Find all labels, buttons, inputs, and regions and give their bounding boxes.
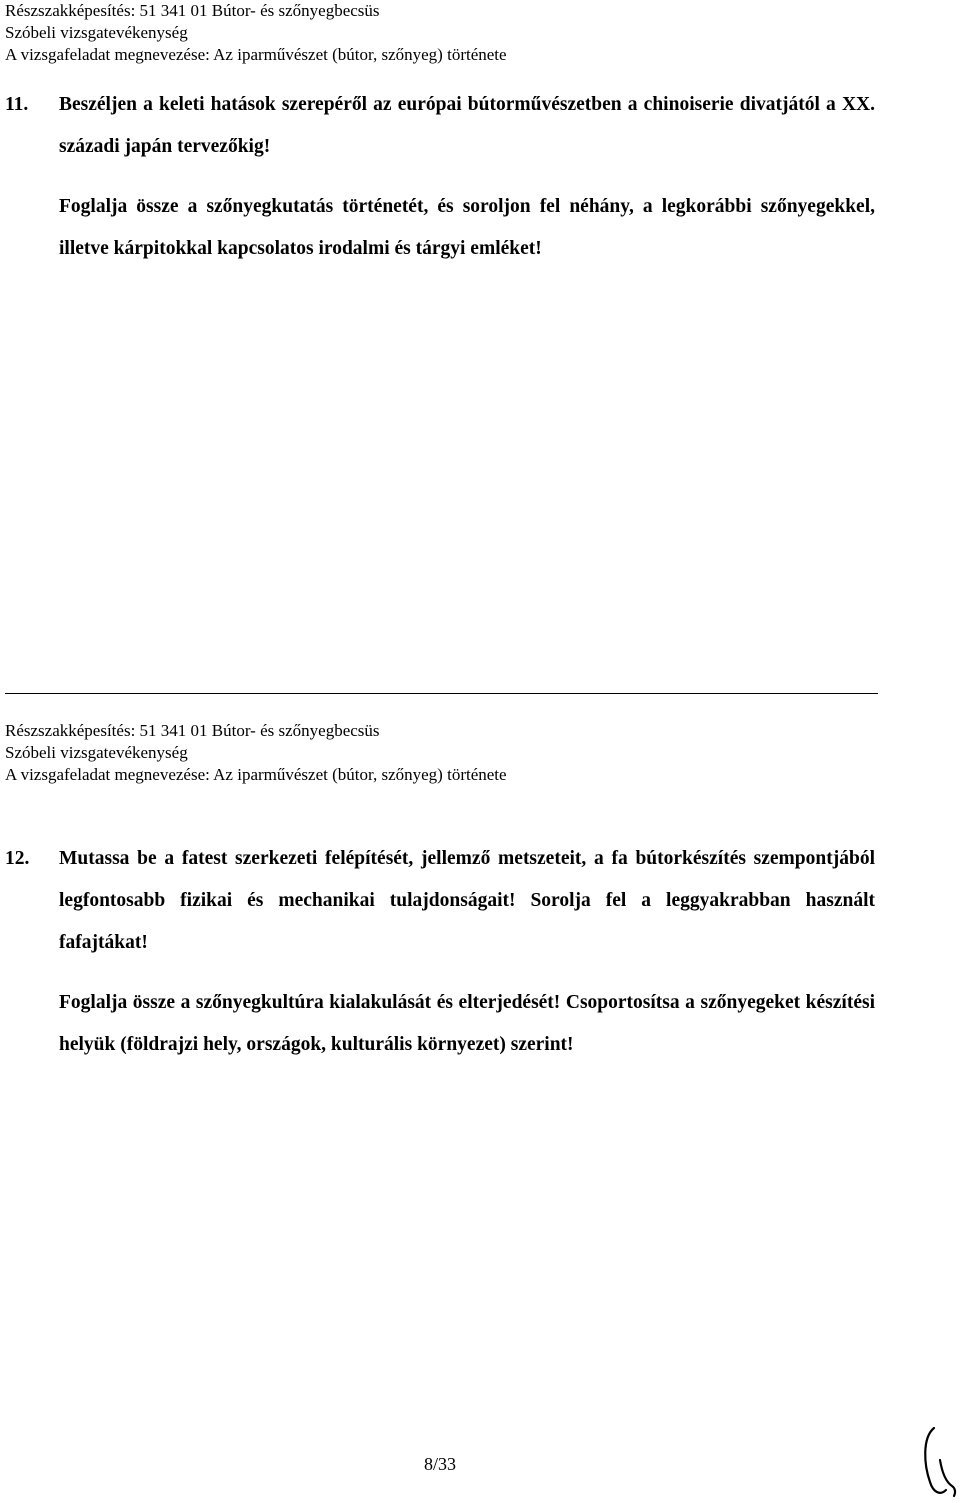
task-number: 12. — [5, 848, 30, 869]
header-qualification: Részszakképesítés: 51 341 01 Bútor- és szőnyegbecsüs — [5, 1, 380, 20]
page-divider — [5, 693, 878, 694]
header-exam-type: Szóbeli vizsgatevékenység — [5, 23, 188, 42]
task-paragraph: Beszéljen a keleti hatások szerepéről az európai bútorművészetben a chinoiserie divatjától a XX. századi japán tervezőkig! — [59, 94, 875, 157]
page-header — [5, 0, 507, 66]
page-header — [5, 720, 507, 786]
task-paragraph: Foglalja össze a szőnyegkultúra kialakulását és elterjedését! Csoportosítsa a szőnyegeket készítési helyük (földrajzi hely, országok, kulturális környezet) szerint! — [59, 992, 875, 1055]
header-task-name: A vizsgafeladat megnevezése: Az iparművészet (bútor, szőnyeg) története — [5, 45, 507, 64]
task-paragraph: Foglalja össze a szőnyegkutatás történetét, és soroljon fel néhány, a legkorábbi szőnyegekkel, illetve kárpitokkal kapcsolatos irodalmi és tárgyi emléket! — [59, 196, 875, 259]
header-task-name: A vizsgafeladat megnevezése: Az iparművészet (bútor, szőnyeg) története — [5, 765, 507, 784]
exam-task — [5, 84, 875, 270]
exam-task — [5, 838, 875, 1066]
header-qualification: Részszakképesítés: 51 341 01 Bútor- és szőnyegbecsüs — [5, 721, 380, 740]
task-number: 11. — [5, 94, 29, 115]
signature-mark — [918, 1420, 958, 1500]
header-exam-type: Szóbeli vizsgatevékenység — [5, 743, 188, 762]
task-paragraph: Mutassa be a fatest szerkezeti felépítését, jellemző metszeteit, a fa bútorkészítés szempontjából legfontosabb fizikai és mechanikai tulajdonságait! Sorolja fel a leggyakrabban használt fafajtákat! — [59, 848, 875, 953]
page-number: 8/33 — [423, 1454, 456, 1474]
